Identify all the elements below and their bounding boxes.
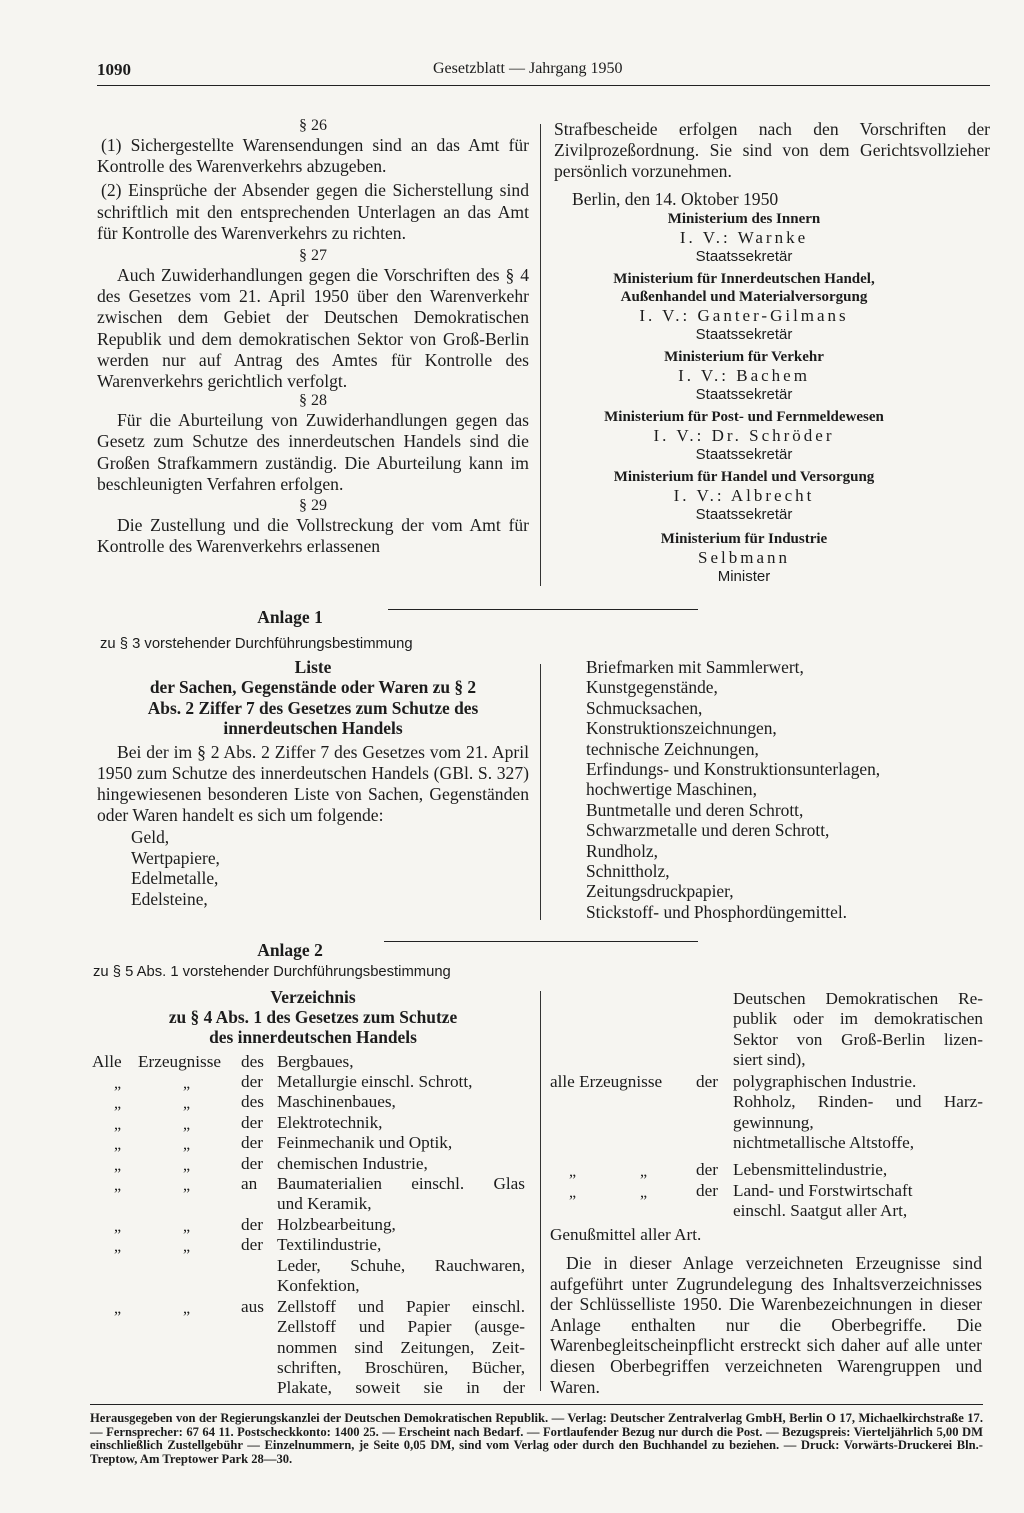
list-item: und Keramik, — [277, 1194, 372, 1213]
signer-name: I. V.: Warnke — [679, 227, 809, 247]
signature-entry — [554, 270, 934, 344]
ditto-mark: „ — [114, 1157, 122, 1174]
signer-role: Minister — [717, 567, 771, 585]
signer-role: Staatssekretär — [695, 385, 793, 403]
ditto-mark: „ — [183, 1300, 191, 1317]
ditto-mark: „ — [183, 1157, 191, 1174]
ditto-mark: „ — [114, 1095, 122, 1112]
list-item: Leder, Schuhe, Rauchwaren, — [277, 1256, 525, 1275]
list-item: Zeitungsdruckpapier, — [586, 881, 734, 902]
signature-entry — [554, 210, 934, 266]
signer-name: I. V.: Albrecht — [673, 485, 815, 505]
list-item: Maschinenbaues, — [277, 1092, 396, 1111]
list-item: Schnittholz, — [586, 861, 670, 882]
list-item-lead: alle Erzeugnisse — [550, 1072, 663, 1091]
list-item-article: der — [241, 1133, 263, 1152]
section-29-continuation: Strafbescheide erfolgen nach den Vorschriften der Zivilprozeßordnung. Sie sind von dem Gerichtsvollzieher persönlich vorzunehmen. — [554, 119, 990, 182]
list-item: Plakate, soweit sie in der — [277, 1378, 525, 1397]
ditto-mark: „ — [640, 1184, 648, 1201]
signer-name: I. V.: Bachem — [678, 365, 810, 385]
list-item: nommen sind Zeitungen, Zeit- — [277, 1338, 525, 1357]
list-item: Land- und Forstwirtschaft — [733, 1181, 913, 1200]
ditto-mark: „ — [114, 1238, 122, 1255]
list-item-article: der — [241, 1154, 263, 1173]
list-item: Edelmetalle, — [131, 868, 219, 889]
list-item: Konfektion, — [277, 1276, 360, 1295]
list-item: Stickstoff- und Phosphordüngemittel. — [586, 901, 848, 922]
list-item-article: der — [696, 1181, 718, 1200]
list-item: nichtmetallische Altstoffe, — [733, 1133, 915, 1152]
anlage-2-title: zu § 4 Abs. 1 des Gesetzes zum Schutze — [168, 1007, 458, 1027]
list-item: Genußmittel aller Art. — [550, 1225, 702, 1244]
signature-entry — [554, 408, 934, 464]
list-item: Deutschen Demokratischen Re- — [733, 989, 983, 1008]
anlage-2-lead-erzeugnisse: Erzeugnisse — [138, 1052, 222, 1071]
section-26-para-2: (2) Einsprüche der Absender gegen die Sicherstellung sind schriftlich mit den entsprechenden Unterlagen an das Amt für Kontrolle des Warenverkehrs zu richten. — [97, 180, 529, 243]
list-item: Lebensmittelindustrie, — [733, 1160, 888, 1179]
ditto-mark: „ — [114, 1075, 122, 1092]
page-number: 1090 — [97, 60, 131, 79]
section-26-sign: § 26 — [299, 117, 327, 134]
ditto-mark: „ — [114, 1136, 122, 1153]
footer-imprint: Herausgegeben von der Regierungskanzlei der Deutschen Demokratischen Republik. — Verlag: Deutscher Zentralverlag GmbH, Berlin O 17, Michaelkirchstraße 17. — Fernsprecher: 67 64 11. Postscheckkonto: 1400 25. — Erscheint nach Bedarf. — Fortlaufender Bezug nur durch die Post. — Bezugspreis: Vierteljährlich 5,00 DM einschließlich Zustellgebühr — Einzelnummern, je Seite 0,05 DM, sind vom Verlag oder durch den Buchhandel zu beziehen. — Druck: Vorwärts-Druckerei Bln.-Treptow, Am Treptower Park 28—30. — [90, 1411, 983, 1466]
anlage-1-title: der Sachen, Gegenstände oder Waren zu § 2 — [149, 677, 477, 698]
anlage-1-heading: Anlage 1 — [257, 607, 323, 627]
ministry-name: Ministerium für Industrie — [660, 530, 828, 547]
list-item: Buntmetalle und deren Schrott, — [586, 799, 804, 820]
section-29-sign: § 29 — [299, 497, 327, 515]
signer-role: Staatssekretär — [695, 247, 793, 265]
signer-name: I. V.: Ganter-Gilmans — [639, 305, 849, 325]
list-item: Schwarzmetalle und deren Schrott, — [586, 820, 830, 841]
anlage-1-left — [97, 657, 529, 909]
list-item: Bergbaues, — [277, 1052, 354, 1071]
list-item: Wertpapiere, — [131, 847, 220, 868]
list-item: Konstruktionszeichnungen, — [586, 718, 777, 739]
list-item-article: aus — [241, 1297, 264, 1316]
list-item: Zellstoff und Papier (ausge- — [277, 1317, 525, 1336]
signer-name: Selbmann — [698, 547, 790, 567]
list-item: Edelsteine, — [131, 888, 208, 909]
list-item: Metallurgie einschl. Schrott, — [277, 1072, 473, 1091]
header-rule — [97, 85, 990, 86]
list-item: Kunstgegenstände, — [586, 677, 718, 698]
list-item: Rohholz, Rinden- und Harz- — [733, 1092, 983, 1111]
list-item: hochwertige Maschinen, — [586, 779, 757, 800]
ditto-mark: „ — [183, 1095, 191, 1112]
section-27-sign: § 27 — [299, 247, 327, 265]
ditto-mark: „ — [569, 1163, 577, 1180]
ditto-mark: „ — [183, 1136, 191, 1153]
list-item: technische Zeichnungen, — [586, 738, 759, 759]
signer-name: I. V.: Dr. Schröder — [653, 425, 835, 445]
list-item-article: der — [696, 1160, 718, 1179]
anlage-1-title: Abs. 2 Ziffer 7 des Gesetzes zum Schutze des — [147, 697, 479, 718]
ditto-mark: „ — [183, 1116, 191, 1133]
ditto-mark: „ — [114, 1116, 122, 1133]
list-item: Zellstoff und Papier einschl. — [277, 1297, 525, 1316]
list-item: Baumaterialien einschl. Glas — [277, 1174, 525, 1193]
anlage-1-reference: zu § 3 vorstehender Durchführungsbestimmung — [100, 636, 413, 652]
section-29-text: Die Zustellung und die Vollstreckung der vom Amt für Kontrolle des Warenverkehrs erlassenen — [97, 515, 529, 557]
list-item: Holzbearbeitung, — [277, 1215, 396, 1234]
list-item: Schmucksachen, — [586, 697, 703, 718]
anlage-1-title: innerdeutschen Handels — [223, 718, 403, 739]
running-head: Gesetzblatt — Jahrgang 1950 — [433, 60, 623, 77]
list-item: publik oder im demokratischen — [733, 1009, 983, 1028]
ditto-mark: „ — [183, 1218, 191, 1235]
list-item: siert sind), — [733, 1050, 806, 1069]
list-item: Erfindungs- und Konstruktionsunterlagen, — [586, 759, 881, 780]
signature-entry — [554, 468, 934, 524]
list-item: Textilindustrie, — [277, 1235, 382, 1254]
list-item-article: der — [241, 1113, 263, 1132]
anlage-2-lead-alle: Alle — [92, 1052, 122, 1071]
anlage-2-reference: zu § 5 Abs. 1 vorstehender Durchführungsbestimmung — [93, 964, 451, 980]
signer-role: Staatssekretär — [695, 445, 793, 463]
list-item-article: der — [241, 1215, 263, 1234]
signer-role: Staatssekretär — [695, 325, 793, 343]
list-item: schriften, Broschüren, Bücher, — [277, 1358, 525, 1377]
section-26-para-1: (1) Sichergestellte Warensendungen sind an das Amt für Kontrolle des Warenverkehrs abzugeben. — [97, 135, 529, 177]
anlage-1-title: Liste — [294, 657, 332, 677]
signature-entry — [554, 530, 934, 586]
ministry-name: Ministerium für Post- und Fernmeldewesen — [604, 408, 884, 425]
list-item: Briefmarken mit Sammlerwert, — [586, 657, 804, 677]
list-item: Sektor von Groß-Berlin lizen- — [733, 1030, 983, 1049]
ditto-mark: „ — [114, 1218, 122, 1235]
column-divider-anlage-2 — [540, 991, 541, 1391]
anlage-1-left-list — [97, 827, 529, 909]
list-item-article: des — [241, 1052, 264, 1071]
ministry-name: Ministerium für Handel und Versorgung — [613, 468, 875, 485]
ministry-name: Ministerium für Innerdeutschen Handel, Außenhandel und Materialversorgung — [613, 270, 875, 305]
ditto-mark: „ — [640, 1163, 648, 1180]
signature-block — [554, 210, 934, 586]
list-item-article: des — [241, 1092, 264, 1111]
ditto-mark: „ — [183, 1238, 191, 1255]
list-item: polygraphischen Industrie. — [733, 1072, 917, 1091]
list-item: einschl. Saatgut aller Art, — [733, 1201, 908, 1220]
ministry-name: Ministerium des Innern — [667, 210, 821, 227]
footer-rule — [90, 1404, 983, 1405]
anlage-2-title: Verzeichnis — [270, 987, 356, 1007]
signature-entry — [554, 348, 934, 404]
list-item: Feinmechanik und Optik, — [277, 1133, 453, 1152]
ditto-mark: „ — [569, 1184, 577, 1201]
left-column-top — [97, 117, 529, 557]
list-item-article: an — [241, 1174, 258, 1193]
section-27-text: Auch Zuwiderhandlungen gegen die Vorschriften des § 4 des Gesetzes vom 21. April 1950 über den Warenverkehr zwischen dem Gebiet der Deutschen Demokratischen Republik und dem demokratischen Sektor von Groß-Berlin werden nur auf Antrag des Amtes für Kontrolle des Warenverkehrs gerichtlich verfolgt. — [97, 265, 529, 392]
date-line: Berlin, den 14. Oktober 1950 — [572, 188, 779, 209]
list-item-article: der — [696, 1072, 718, 1091]
list-item: Geld, — [131, 827, 170, 848]
ditto-mark: „ — [114, 1177, 122, 1194]
anlage-1-intro: Bei der im § 2 Abs. 2 Ziffer 7 des Gesetzes vom 21. April 1950 zum Schutze des innerdeutschen Handels (GBl. S. 327) hingewiesenen besonderen Liste von Sachen, Gegenständen oder Waren handelt es sich um folgende: — [97, 741, 529, 826]
ditto-mark: „ — [183, 1075, 191, 1092]
right-column-top — [554, 119, 990, 586]
ditto-mark: „ — [183, 1177, 191, 1194]
ditto-mark: „ — [114, 1300, 122, 1317]
column-divider-anlage-1 — [540, 664, 541, 920]
list-item: gewinnung, — [733, 1113, 814, 1132]
anlage-1-rule — [388, 609, 698, 610]
list-item: Elektrotechnik, — [277, 1113, 383, 1132]
list-item-article: der — [241, 1072, 263, 1091]
anlage-2-closing: Die in dieser Anlage verzeichneten Erzeugnisse sind aufgeführt unter Zugrundelegung des Inhaltsverzeichnisses der Schlüsselliste 1950. Die Warenbezeichnungen in dieser Anlage enthalten nur die Oberbegriffe. Die Warenbegleitscheinpflicht erstreckt sich daher auf alle unter diesen Oberbegriffen verzeichneten Warengruppen und Waren. — [550, 1253, 982, 1397]
anlage-1-right-list — [586, 657, 986, 922]
list-item-article: der — [241, 1235, 263, 1254]
anlage-2-rule — [384, 941, 698, 942]
ministry-name: Ministerium für Verkehr — [664, 348, 824, 365]
list-item: Rundholz, — [586, 840, 658, 861]
section-28-sign: § 28 — [299, 392, 327, 410]
column-divider-top — [540, 124, 541, 586]
list-item: chemischen Industrie, — [277, 1154, 428, 1173]
anlage-2-title: des innerdeutschen Handels — [209, 1027, 417, 1047]
signer-role: Staatssekretär — [695, 505, 793, 523]
section-28-text: Für die Aburteilung von Zuwiderhandlungen gegen das Gesetz zum Schutze des innerdeutschen Handels sind die Großen Strafkammern zuständig. Die Aburteilung kann im beschleunigten Verfahren erfolgen. — [97, 410, 529, 494]
anlage-2-heading: Anlage 2 — [257, 940, 323, 960]
